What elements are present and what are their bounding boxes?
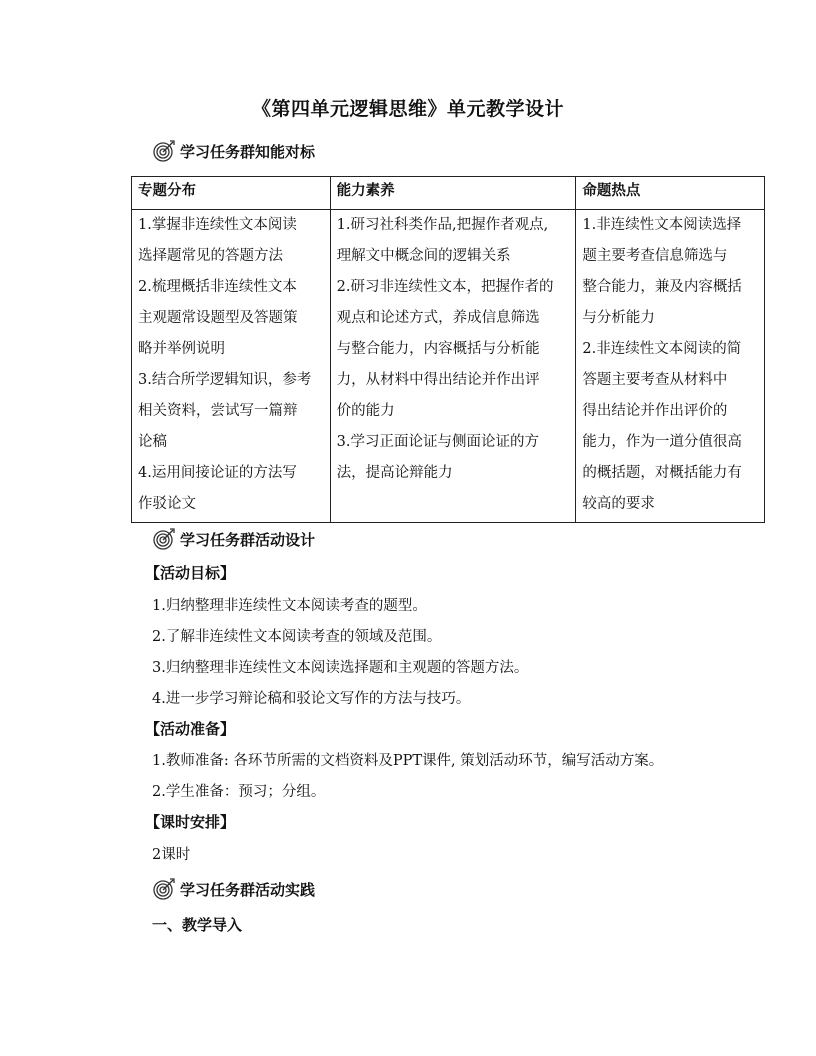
section-label: 学习任务群知能对标 <box>180 142 316 161</box>
activity-prep-item: 1.教师准备: 各环节所需的文档资料及PPT课件, 策划活动环节，编写活动方案。 <box>152 753 664 769</box>
table-header-cell: 专题分布 <box>132 177 331 210</box>
table-header-row <box>132 177 765 210</box>
activity-goal-item: 2.了解非连续性文本阅读考查的领域及范围。 <box>152 629 442 645</box>
schedule-value: 2课时 <box>152 847 191 863</box>
page-title: 《第四单元逻辑思维》单元教学设计 <box>251 98 564 120</box>
cell-line: 整合能力，兼及内容概括 <box>582 279 742 295</box>
target-icon <box>152 139 176 163</box>
practice-step-heading: 一、教学导入 <box>152 916 243 934</box>
cell-line: 与分析能力 <box>582 310 655 326</box>
cell-line: 选择题常见的答题方法 <box>138 248 283 264</box>
table-cell-topics <box>132 210 331 523</box>
cell-line: 作驳论文 <box>138 496 196 512</box>
cell-line: 与整合能力，内容概括与分析能 <box>336 341 540 357</box>
cell-line: 4.运用间接论证的方法写 <box>138 465 297 481</box>
cell-line: 答题主要考查从材料中 <box>582 372 728 388</box>
cell-line: 价的能力 <box>336 403 395 419</box>
section-heading-activity-design <box>152 526 315 552</box>
activity-goal-item: 4.进一步学习辩论稿和驳论文写作的方法与技巧。 <box>152 691 471 707</box>
schedule-heading: 【课时安排】 <box>145 813 236 831</box>
section-heading-knowledge <box>152 138 315 164</box>
cell-line: 力，从材料中得出结论并作出评 <box>336 372 540 388</box>
cell-line: 能力，作为一道分值很高 <box>582 434 742 450</box>
activity-prep-item: 2.学生准备：预习；分组。 <box>152 784 326 800</box>
table-cell-hotspots <box>576 210 765 523</box>
cell-line: 略并举例说明 <box>138 341 225 357</box>
activity-prep-heading: 【活动准备】 <box>145 720 236 738</box>
activity-goal-heading: 【活动目标】 <box>145 564 236 582</box>
cell-line: 1.掌握非连续性文本阅读 <box>138 217 297 233</box>
cell-line: 得出结论并作出评价的 <box>582 403 728 419</box>
table-row <box>132 210 765 523</box>
cell-line: 理解文中概念间的逻辑关系 <box>336 248 511 264</box>
section-label: 学习任务群活动设计 <box>180 530 316 549</box>
cell-line: 主观题常设题型及答题策 <box>138 310 298 326</box>
cell-line: 观点和论述方式，养成信息筛选 <box>336 310 540 326</box>
cell-line: 1.研习社科类作品,把握作者观点, <box>336 217 549 233</box>
cell-line: 题主要考查信息筛选与 <box>582 248 728 264</box>
table-header-cell: 能力素养 <box>330 177 576 210</box>
cell-line: 法，提高论辩能力 <box>336 465 453 481</box>
table-cell-abilities <box>330 210 576 523</box>
cell-line: 相关资料，尝试写一篇辩 <box>138 403 298 419</box>
cell-line: 2.非连续性文本阅读的简 <box>582 341 742 357</box>
activity-goal-item: 3.归纳整理非连续性文本阅读选择题和主观题的答题方法。 <box>152 660 529 676</box>
activity-goal-item: 1.归纳整理非连续性文本阅读考查的题型。 <box>152 598 427 614</box>
target-icon <box>152 527 176 551</box>
section-label: 学习任务群活动实践 <box>180 880 316 899</box>
cell-line: 3.学习正面论证与侧面论证的方 <box>336 434 539 450</box>
cell-line: 的概括题，对概括能力有 <box>582 465 742 481</box>
cell-line: 较高的要求 <box>582 496 655 512</box>
table-header-cell: 命题热点 <box>576 177 765 210</box>
cell-line: 1.非连续性文本阅读选择 <box>582 217 742 233</box>
section-heading-activity-practice <box>152 876 315 902</box>
cell-line: 3.结合所学逻辑知识，参考 <box>138 372 312 388</box>
cell-line: 2.梳理概括非连续性文本 <box>138 279 297 295</box>
cell-line: 论稿 <box>138 434 167 450</box>
target-icon <box>152 877 176 901</box>
cell-line: 2.研习非连续性文本，把握作者的 <box>336 279 554 295</box>
knowledge-table <box>131 176 765 523</box>
